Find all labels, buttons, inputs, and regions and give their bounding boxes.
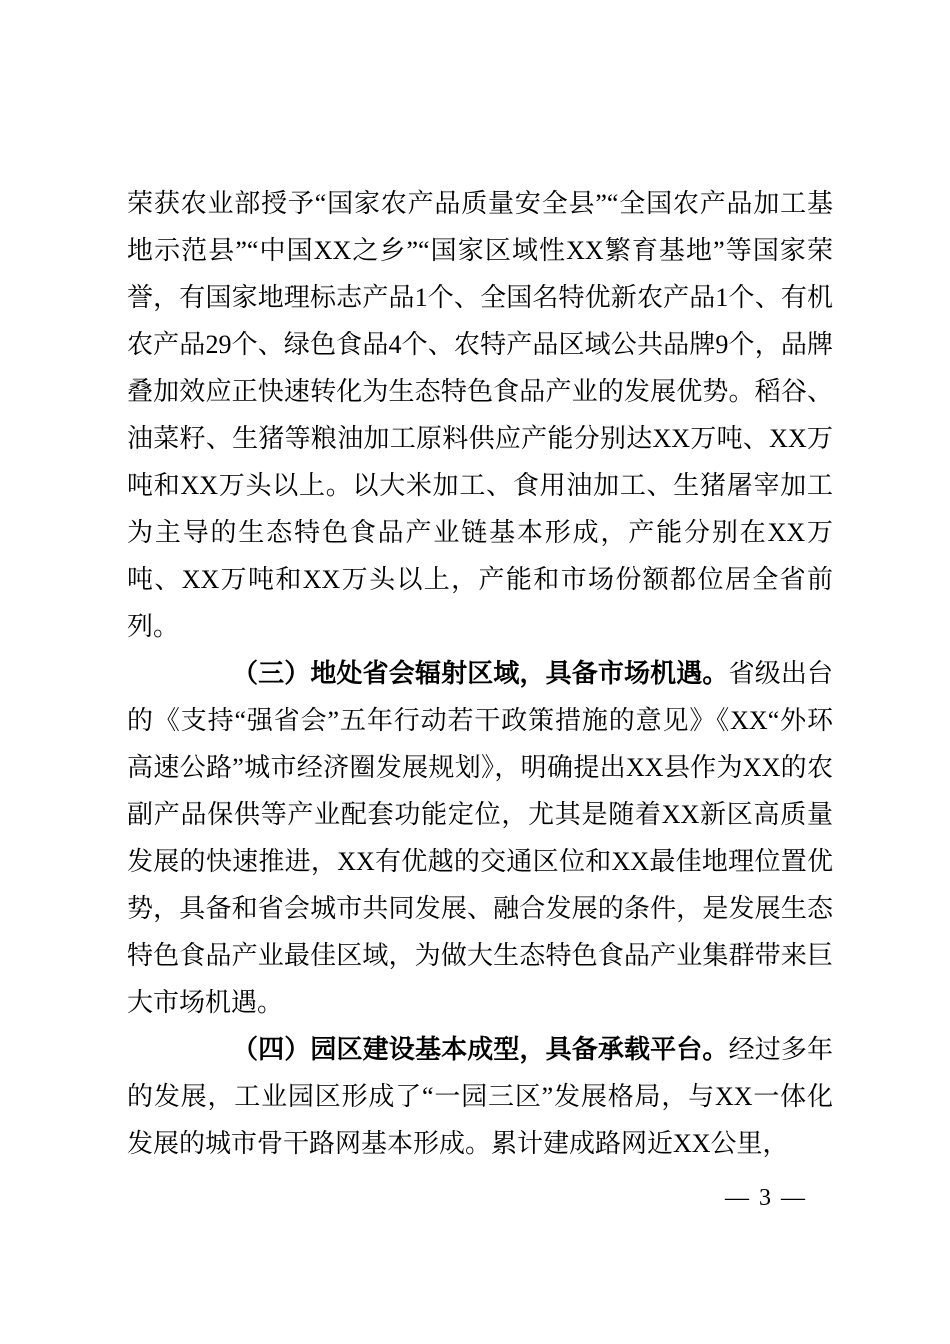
paragraph-continuation — [127, 180, 833, 650]
paragraph-section-4 — [127, 1026, 833, 1167]
page-number: — 3 — — [725, 1185, 807, 1211]
document-body — [127, 180, 833, 1167]
paragraph-section-3 — [127, 650, 833, 1026]
section-4-heading: （四）园区建设基本成型，具备承载平台。 — [232, 1035, 729, 1064]
section-3-text: 省级出台的《支持“强省会”五年行动若干政策措施的意见》《XX“外环高速公路”城市经济圈发展规划》，明确提出XX县作为XX的农副产品保供等产业配套功能定位，尤其是随着XX新区高质量发展的快速推进，XX有优越的交通区位和XX最佳地理位置优势，具备和省会城市共同发展、融合发展的条件，是发展生态特色食品产业最佳区域，为做大生态特色食品产业集群带来巨大市场机遇。 — [127, 659, 833, 1017]
body-text: 荣获农业部授予“国家农产品质量安全县”“全国农产品加工基地示范县”“中国XX之乡”“国家区域性XX繁育基地”等国家荣誉，有国家地理标志产品1个、全国名特优新农产品1个、有机农产品29个、绿色食品4个、农特产品区域公共品牌9个，品牌叠加效应正快速转化为生态特色食品产业的发展优势。稻谷、油菜籽、生猪等粮油加工原料供应产能分别达XX万吨、XX万吨和XX万头以上。以大米加工、食用油加工、生猪屠宰加工为主导的生态特色食品产业链基本形成，产能分别在XX万吨、XX万吨和XX万头以上，产能和市场份额都位居全省前列。 — [127, 189, 833, 641]
section-3-heading: （三）地处省会辐射区域，具备市场机遇。 — [232, 659, 729, 688]
section-4-text: 经过多年的发展，工业园区形成了“一园三区”发展格局，与XX一体化发展的城市骨干路网基本形成。累计建成路网近XX公里， — [127, 1035, 833, 1158]
